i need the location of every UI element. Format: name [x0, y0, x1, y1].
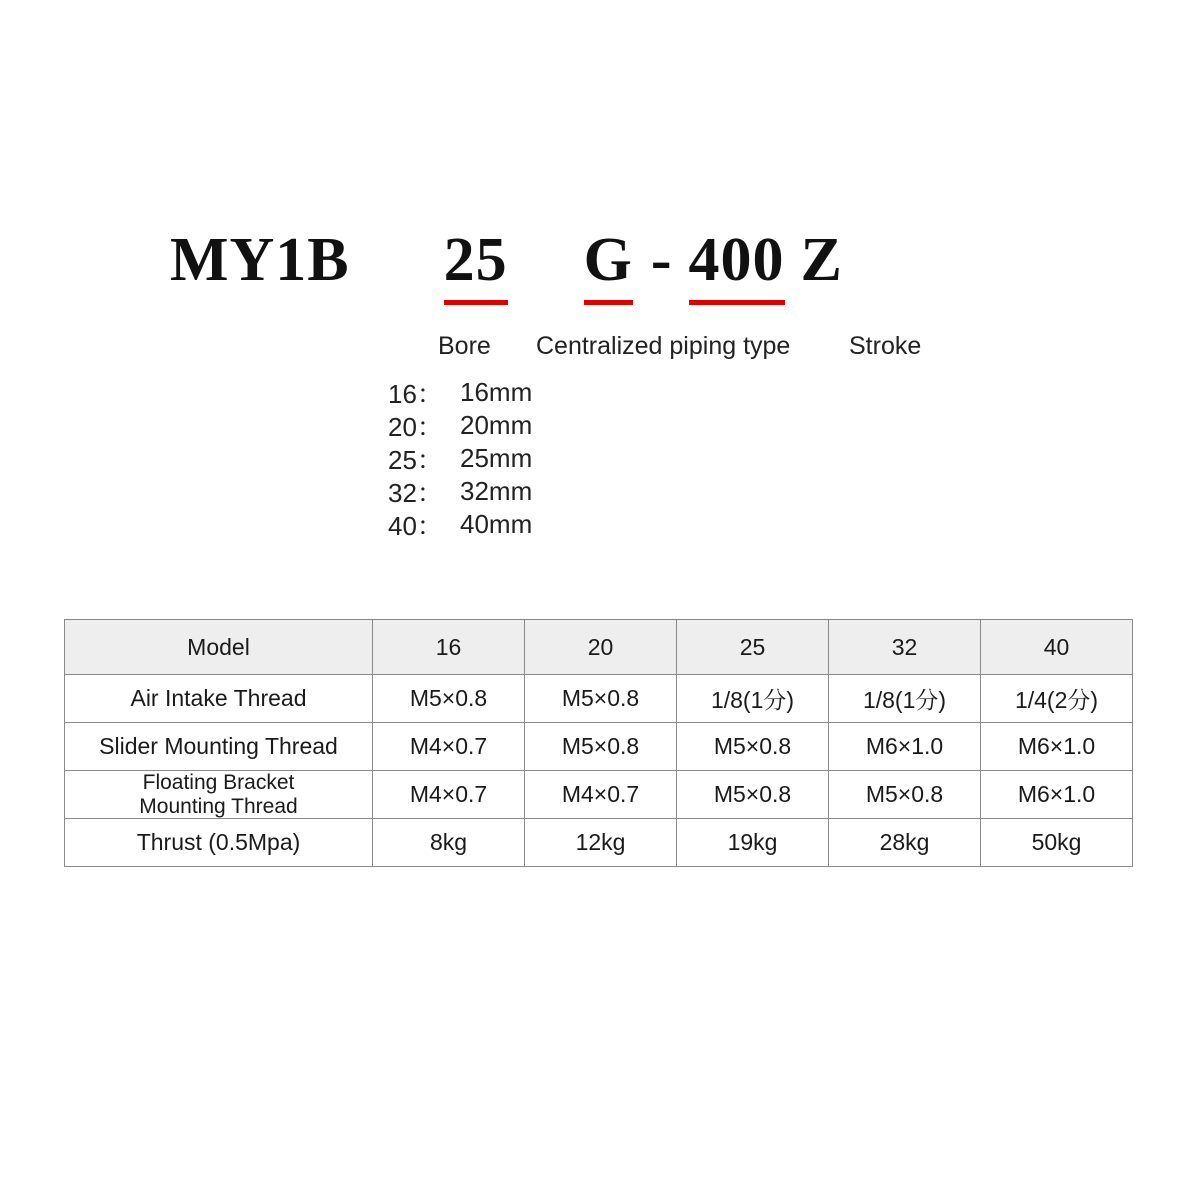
table-cell: 1/4(2分) [981, 675, 1133, 723]
model-code-underline-stroke [689, 300, 785, 305]
table-cell: M5×0.8 [677, 723, 829, 771]
table-cell: 1/8(1分) [829, 675, 981, 723]
bore-option-key: 40： [388, 511, 443, 541]
bore-option-item [388, 409, 532, 442]
bore-option-value: 40mm [460, 509, 533, 539]
bore-option-value: 32mm [460, 476, 533, 506]
model-code-underline-dash [651, 300, 673, 305]
table-header-40: 40 [981, 620, 1133, 675]
table-row [65, 771, 1133, 819]
model-code-part-piping [584, 222, 633, 305]
bore-option-value: 20mm [460, 410, 533, 440]
table-cell: M5×0.8 [677, 771, 829, 819]
table-cell: 8kg [373, 819, 525, 867]
table-header-model: Model [65, 620, 373, 675]
bore-option-key: 32： [388, 478, 443, 508]
caption-centralized-piping-type: Centralized piping type [536, 332, 791, 360]
table-cell: M5×0.8 [829, 771, 981, 819]
table-cell: M6×1.0 [829, 723, 981, 771]
table-cell: M4×0.7 [525, 771, 677, 819]
bore-option-item [388, 376, 532, 409]
model-code-part-series [170, 222, 350, 305]
table-cell: M5×0.8 [525, 675, 677, 723]
table-cell: 50kg [981, 819, 1133, 867]
table-row [65, 675, 1133, 723]
bore-option-item [388, 508, 532, 541]
model-code-text-dash: - [650, 226, 673, 294]
table-cell: M4×0.7 [373, 723, 525, 771]
table-cell: M6×1.0 [981, 723, 1133, 771]
bore-option-value: 16mm [460, 377, 533, 407]
table-row-label: Thrust (0.5Mpa) [65, 819, 373, 867]
bore-option-key: 20： [388, 412, 443, 442]
table-row-label-line2: Mounting Thread [139, 794, 298, 818]
table-cell: 28kg [829, 819, 981, 867]
table-cell: M5×0.8 [525, 723, 677, 771]
table-header-25: 25 [677, 620, 829, 675]
table-row-label [65, 771, 373, 819]
table-header-32: 32 [829, 620, 981, 675]
model-code-part-suffix [801, 222, 843, 305]
model-code-underline-bore [444, 300, 508, 305]
table-cell: 1/8(1分) [677, 675, 829, 723]
table-header-row [65, 620, 1133, 675]
model-code-underline-suffix [801, 300, 843, 305]
bore-option-key: 16： [388, 379, 443, 409]
bore-option-key: 25： [388, 445, 443, 475]
model-code-underline-piping [584, 300, 633, 305]
model-code-underline-series [170, 300, 350, 305]
table-cell: M4×0.7 [373, 771, 525, 819]
model-code-text-suffix: Z [800, 226, 843, 294]
table-cell: M5×0.8 [373, 675, 525, 723]
specification-table [64, 619, 1133, 867]
table-row [65, 819, 1133, 867]
table-header-20: 20 [525, 620, 677, 675]
bore-option-item [388, 442, 532, 475]
model-code-text-piping: G [583, 226, 633, 294]
table-cell: M6×1.0 [981, 771, 1133, 819]
table-row-label: Air Intake Thread [65, 675, 373, 723]
table-row [65, 723, 1133, 771]
code-captions [0, 332, 1200, 372]
model-code-part-dash [651, 222, 673, 305]
table-row-label-line1: Floating Bracket [142, 771, 295, 794]
table-row-label: Slider Mounting Thread [65, 723, 373, 771]
model-code-text-bore: 25 [443, 226, 508, 294]
model-code-text-series: MY1B [170, 226, 350, 294]
table-cell: 19kg [677, 819, 829, 867]
caption-stroke: Stroke [849, 332, 922, 360]
bore-option-value: 25mm [460, 443, 533, 473]
bore-options-list [388, 376, 532, 541]
model-code-part-stroke [689, 222, 785, 305]
table-header-16: 16 [373, 620, 525, 675]
model-code-row [170, 222, 843, 305]
caption-bore: Bore [438, 332, 491, 360]
bore-option-item [388, 475, 532, 508]
table-cell: 12kg [525, 819, 677, 867]
model-code-part-bore [444, 222, 508, 305]
model-code-text-stroke: 400 [688, 226, 785, 294]
